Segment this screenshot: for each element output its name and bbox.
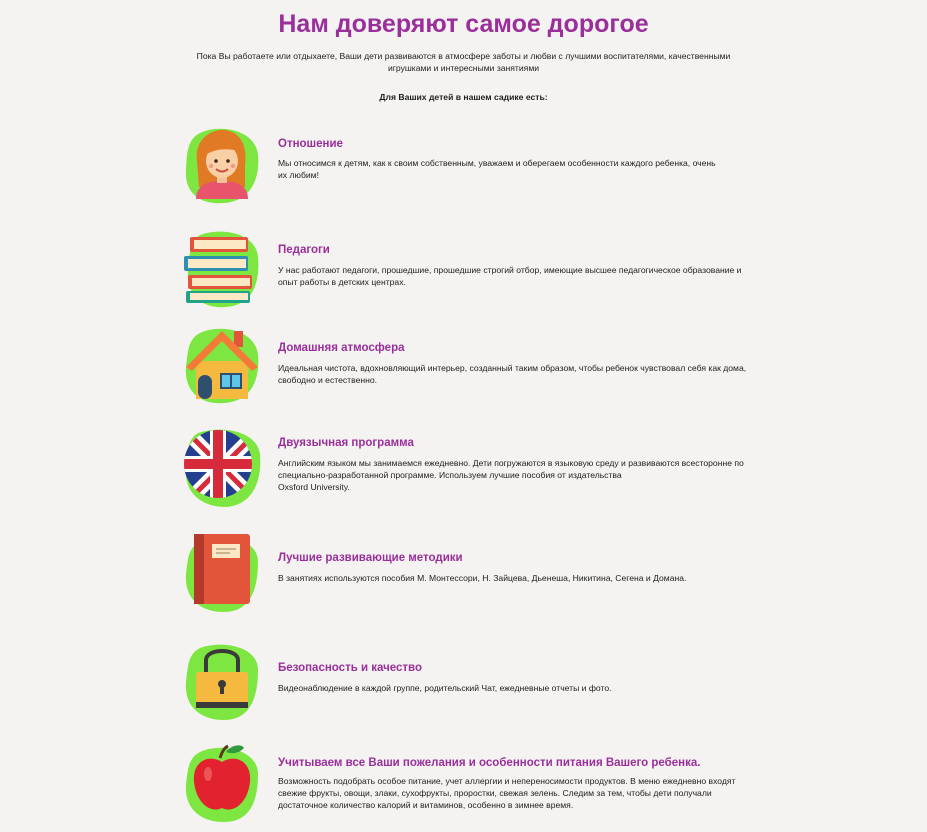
- section-subheading: Для Ваших детей в нашем садике есть:: [379, 92, 548, 102]
- feature-text: Мы относимся к детям, как к своим собственным, уважаем и оберегаем особенности каждого ребенка, очень их любим!: [278, 158, 716, 180]
- apple-icon: [182, 742, 262, 822]
- books-icon: [182, 229, 262, 309]
- feature-title: Лучшие развивающие методики: [278, 552, 463, 564]
- feature-text: Английским языком мы занимаемся ежедневно. Дети погружаются в языковую среду и развиваются всесторонне по специально-разработанной программе. Используем лучшие пособия от издательства Oxsford University.: [278, 458, 744, 492]
- feature-title: Учитываем все Ваши пожелания и особенности питания Вашего ребенка.: [278, 757, 701, 769]
- feature-item-teachers: [182, 229, 762, 319]
- feature-item-bilingual-program: [182, 427, 762, 517]
- book-icon: [182, 532, 262, 612]
- feature-text: Идеальная чистота, вдохновляющий интерьер, созданный таким образом, чтобы ребенок чувствовал себя как дома, свободно и естественно.: [278, 363, 747, 385]
- feature-text: У нас работают педагоги, прошедшие, прошедшие строгий отбор, имеющие высшее педагогическое образование и опыт работы в детских центрах.: [278, 265, 742, 287]
- feature-item-nutrition: [182, 742, 762, 832]
- feature-title: Двуязычная программа: [278, 437, 414, 449]
- intro-text: Пока Вы работаете или отдыхаете, Ваши дети развиваются в атмосфере заботы и любви с лучшими воспитателями, качественными игрушками и интересными занятиями: [196, 51, 731, 73]
- feature-title: Отношение: [278, 138, 343, 150]
- feature-item-methods: [182, 532, 762, 622]
- feature-title: Безопасность и качество: [278, 662, 422, 674]
- page-title: Нам доверяют самое дорогое: [278, 10, 649, 38]
- feature-item-safety: [182, 640, 762, 730]
- girl-icon: [182, 125, 262, 205]
- feature-text: Видеонаблюдение в каждой группе, родительский Чат, ежедневные отчеты и фото.: [278, 683, 612, 693]
- lock-icon: [182, 640, 262, 720]
- feature-title: Домашняя атмосфера: [278, 342, 405, 354]
- feature-text: Возможность подобрать особое питание, учет аллергии и непереносимости продуктов. В меню ежедневно входят свежие фрукты, овощи, злаки, сухофрукты, проростки, свежая зелень. Следим за тем, чтобы дети получали достаточное количество калорий и витаминов, особенно в зимнее время.: [278, 776, 736, 810]
- feature-title: Педагоги: [278, 244, 330, 256]
- feature-text: В занятиях используются пособия М. Монтессори, Н. Зайцева, Дьенеша, Никитина, Сегена и Домана.: [278, 573, 687, 583]
- house-icon: [182, 325, 262, 405]
- feature-item-relationship: [182, 125, 762, 215]
- uk-flag-icon: [182, 427, 262, 507]
- feature-item-home-atmosphere: [182, 325, 762, 415]
